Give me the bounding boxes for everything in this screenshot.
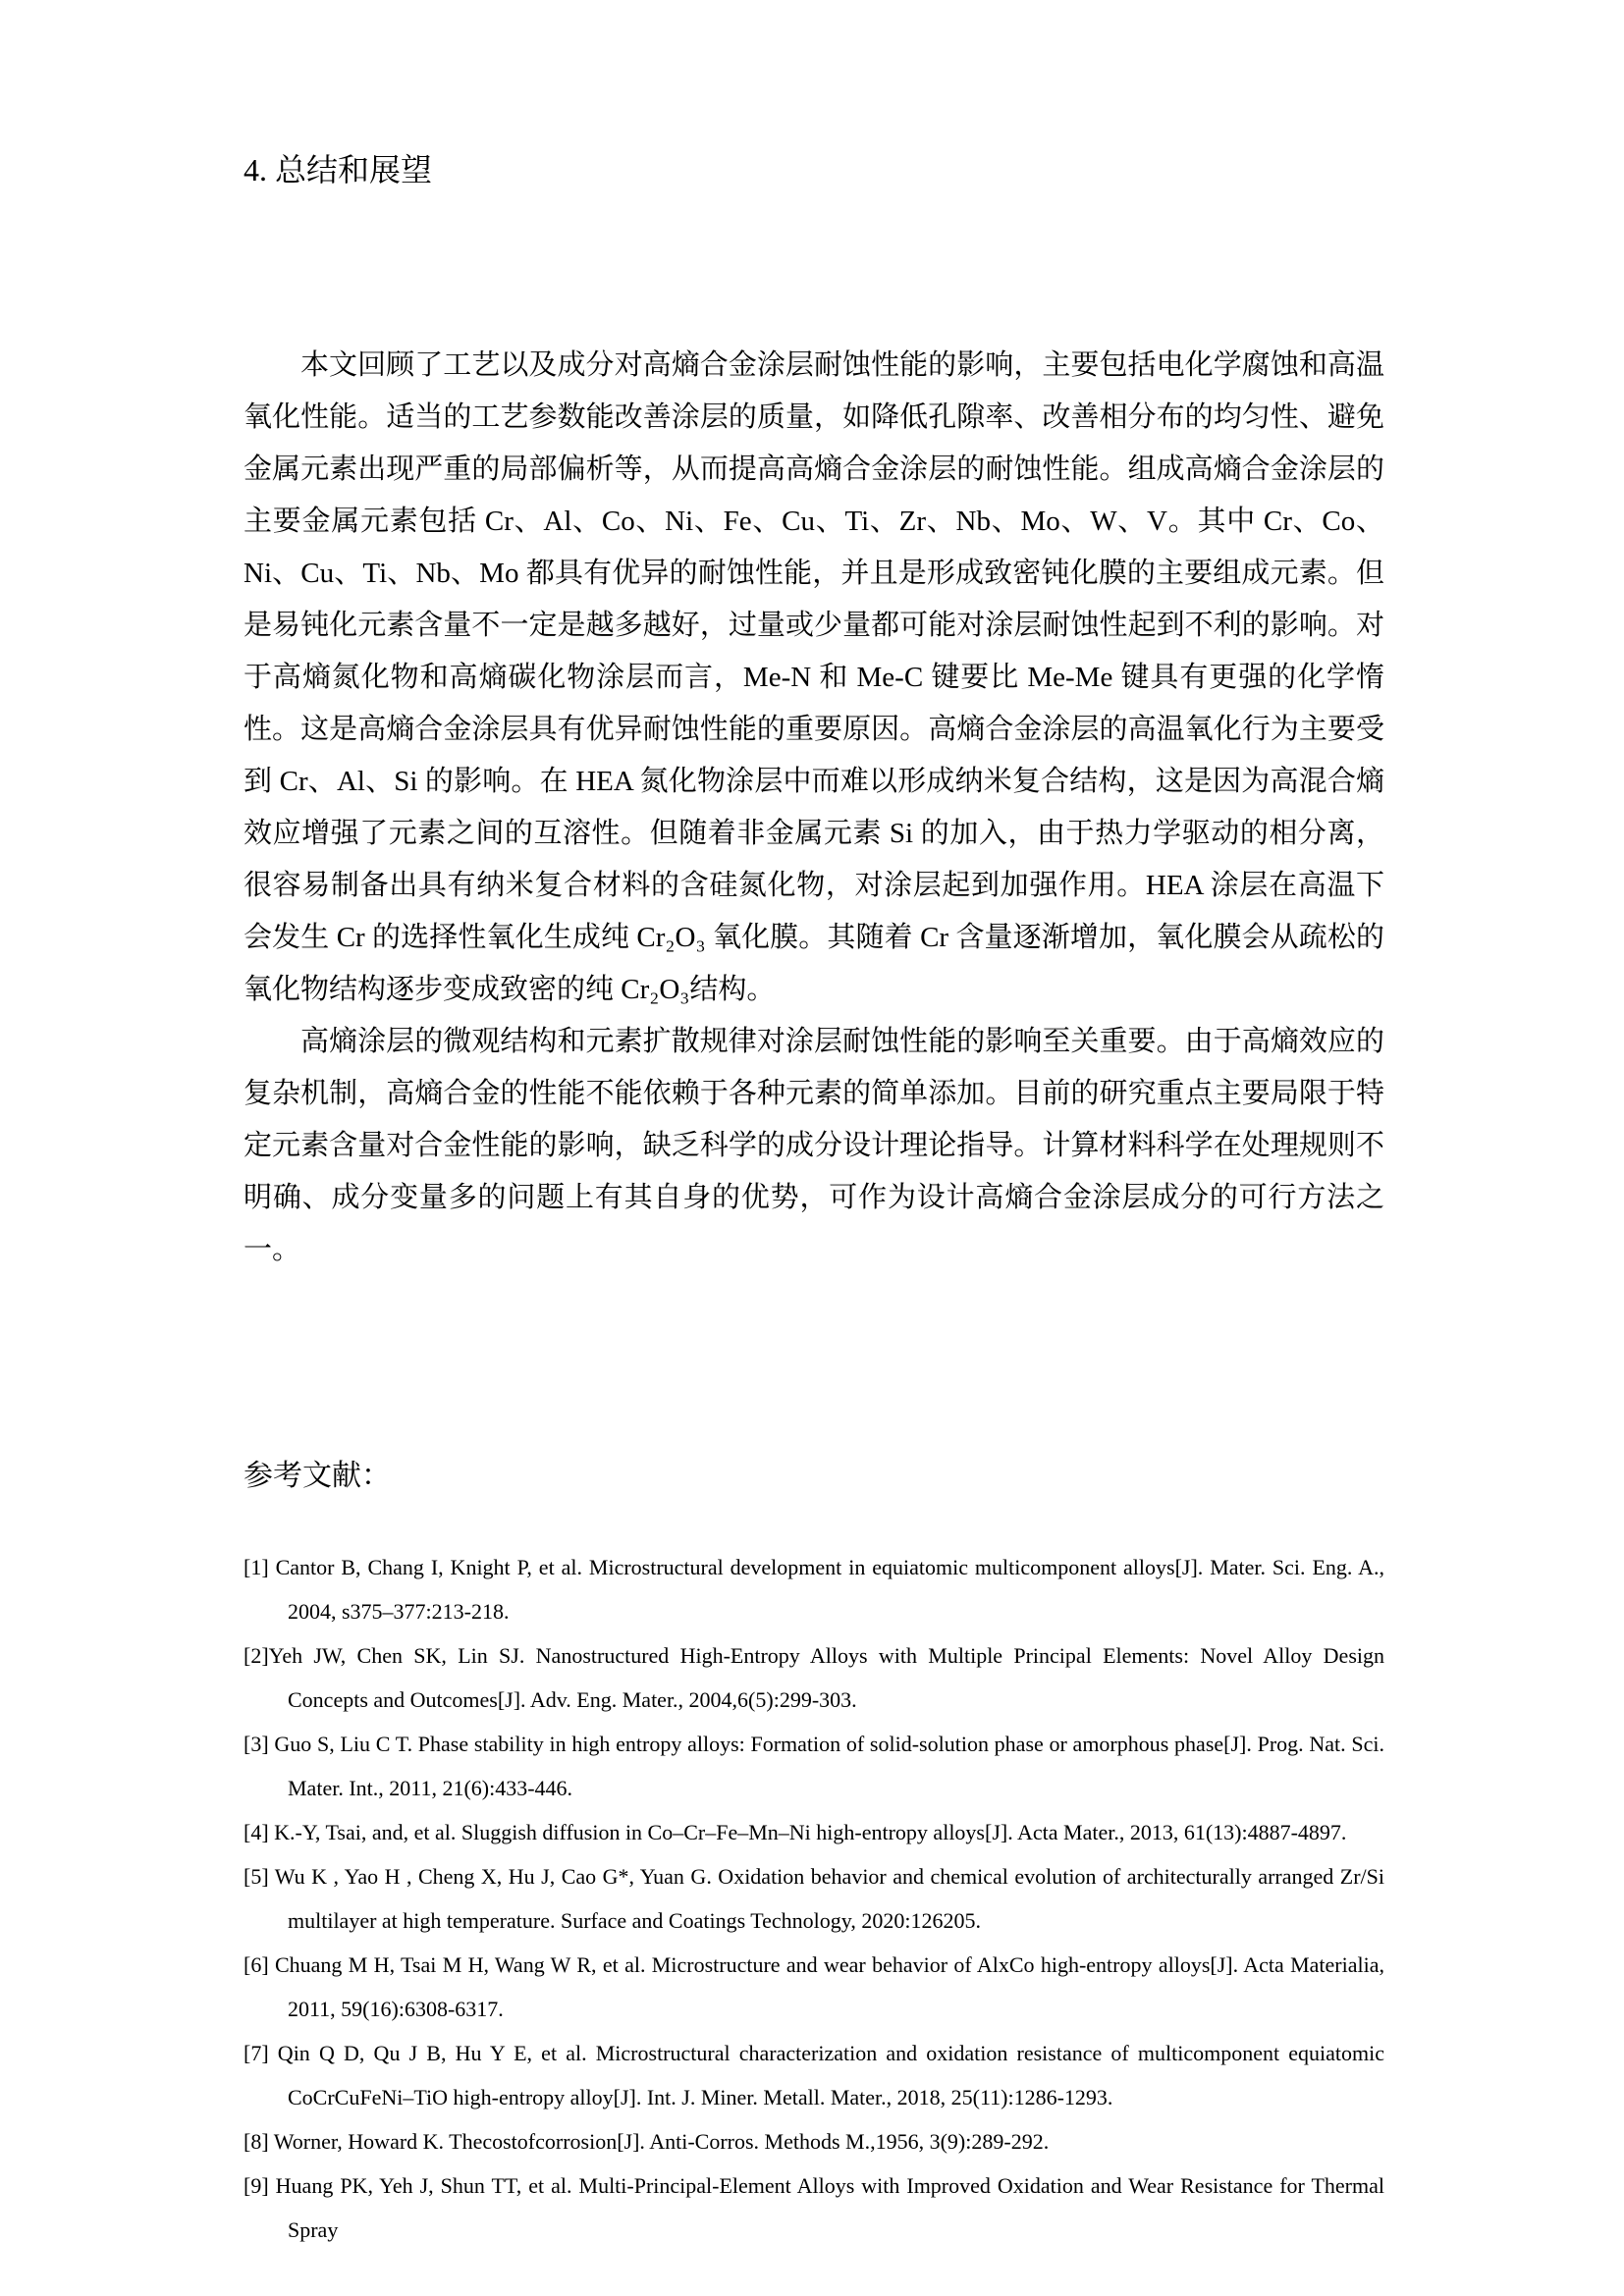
reference-text: Cantor B, Chang I, Knight P, et al. Microstructural development in equiatomic multicomponent alloys[J]. Mater. Sci. Eng. A., 2004, s375–377:213-218. bbox=[268, 1555, 1384, 1624]
paragraph-2: 高熵涂层的微观结构和元素扩散规律对涂层耐蚀性能的影响至关重要。由于高熵效应的复杂机制，高熵合金的性能不能依赖于各种元素的简单添加。目前的研究重点主要局限于特定元素含量对合金性能的影响，缺乏科学的成分设计理论指导。计算材料科学在处理规则不明确、成分变量多的问题上有其自身的优势，可作为设计高熵合金涂层成分的可行方法之一。 bbox=[244, 1026, 1384, 1265]
reference-label: [9] bbox=[244, 2173, 269, 2198]
reference-label: [3] bbox=[244, 1732, 269, 1756]
reference-item bbox=[244, 2163, 1384, 2252]
references-list bbox=[244, 1545, 1384, 2252]
reference-label: [4] bbox=[244, 1820, 269, 1844]
reference-text: Chuang M H, Tsai M H, Wang W R, et al. Microstructure and wear behavior of AlxCo high-entropy alloys[J]. Acta Materialia, 2011, 59(16):6308-6317. bbox=[268, 1952, 1384, 2021]
reference-item bbox=[244, 2031, 1384, 2119]
references-heading: 参考文献： bbox=[244, 1460, 391, 1492]
body-text bbox=[244, 340, 1384, 1276]
reference-text: K.-Y, Tsai, and, et al. Sluggish diffusion in Co–Cr–Fe–Mn–Ni high-entropy alloys[J]. Acta Mater., 2013, 61(13):4887-4897. bbox=[268, 1820, 1347, 1844]
reference-label: [7] bbox=[244, 2041, 269, 2065]
reference-item bbox=[244, 1633, 1384, 1722]
reference-label: [2] bbox=[244, 1643, 269, 1668]
reference-item bbox=[244, 2119, 1384, 2163]
reference-text: Qin Q D, Qu J B, Hu Y E, et al. Microstructural characterization and oxidation resistance of multicomponent equiatomic CoCrCuFeNi–TiO high-entropy alloy[J]. Int. J. Miner. Metall. Mater., 2018, 25(11):1286-1293. bbox=[268, 2041, 1384, 2109]
reference-label: [5] bbox=[244, 1864, 269, 1889]
reference-item bbox=[244, 1545, 1384, 1633]
reference-label: [1] bbox=[244, 1555, 269, 1579]
paragraph-1: 本文回顾了工艺以及成分对高熵合金涂层耐蚀性能的影响，主要包括电化学腐蚀和高温氧化性能。适当的工艺参数能改善涂层的质量，如降低孔隙率、改善相分布的均匀性、避免金属元素出现严重的局部偏析等，从而提高高熵合金涂层的耐蚀性能。组成高熵合金涂层的主要金属元素包括 Cr、Al、Co、Ni、Fe、Cu、Ti、Zr、Nb、Mo、W、V。其中 Cr、Co、Ni、Cu、Ti、Nb、Mo 都具有优异的耐蚀性能，并且是形成致密钝化膜的主要组成元素。但是易钝化元素含量不一定是越多越好，过量或少量都可能对涂层耐蚀性起到不利的影响。对于高熵氮化物和高熵碳化物涂层而言，Me-N 和 Me-C 键要比 Me-Me 键具有更强的化学惰性。这是高熵合金涂层具有优异耐蚀性能的重要原因。高熵合金涂层的高温氧化行为主要受到 Cr、Al、Si 的影响。在 HEA 氮化物涂层中而难以形成纳米复合结构，这是因为高混合熵效应增强了元素之间的互溶性。但随着非金属元素 Si 的加入，由于热力学驱动的相分离，很容易制备出具有纳米复合材料的含硅氮化物，对涂层起到加强作用。HEA 涂层在高温下会发生 Cr 的选择性氧化生成纯 Cr₂O₃ 氧化膜。其随着 Cr 含量逐渐增加，氧化膜会从疏松的氧化物结构逐步变成致密的纯 Cr₂O₃结构。 bbox=[244, 349, 1384, 1005]
section-title: 4. 总结和展望 bbox=[244, 152, 433, 187]
reference-text: Guo S, Liu C T. Phase stability in high entropy alloys: Formation of solid-solution phase or amorphous phase[J]. Prog. Nat. Sci. Mater. Int., 2011, 21(6):433-446. bbox=[268, 1732, 1384, 1800]
reference-text: Huang PK, Yeh J, Shun TT, et al. Multi-Principal-Element Alloys with Improved Oxidation and Wear Resistance for Thermal Spray bbox=[268, 2173, 1384, 2242]
reference-text: Yeh JW, Chen SK, Lin SJ. Nanostructured High-Entropy Alloys with Multiple Principal Elements: Novel Alloy Design Concepts and Outcomes[J]. Adv. Eng. Mater., 2004,6(5):299-303. bbox=[268, 1643, 1384, 1712]
reference-item bbox=[244, 1722, 1384, 1810]
reference-item bbox=[244, 1810, 1384, 1854]
reference-item bbox=[244, 1943, 1384, 2031]
reference-text: Wu K , Yao H , Cheng X, Hu J, Cao G*, Yuan G. Oxidation behavior and chemical evolution of architecturally arranged Zr/Si multilayer at high temperature. Surface and Coatings Technology, 2020:126205. bbox=[268, 1864, 1384, 1933]
reference-label: [8] bbox=[244, 2129, 269, 2154]
reference-item bbox=[244, 1854, 1384, 1943]
reference-text: Worner, Howard K. Thecostofcorrosion[J]. Anti-Corros. Methods M.,1956, 3(9):289-292. bbox=[268, 2129, 1050, 2154]
reference-label: [6] bbox=[244, 1952, 269, 1977]
